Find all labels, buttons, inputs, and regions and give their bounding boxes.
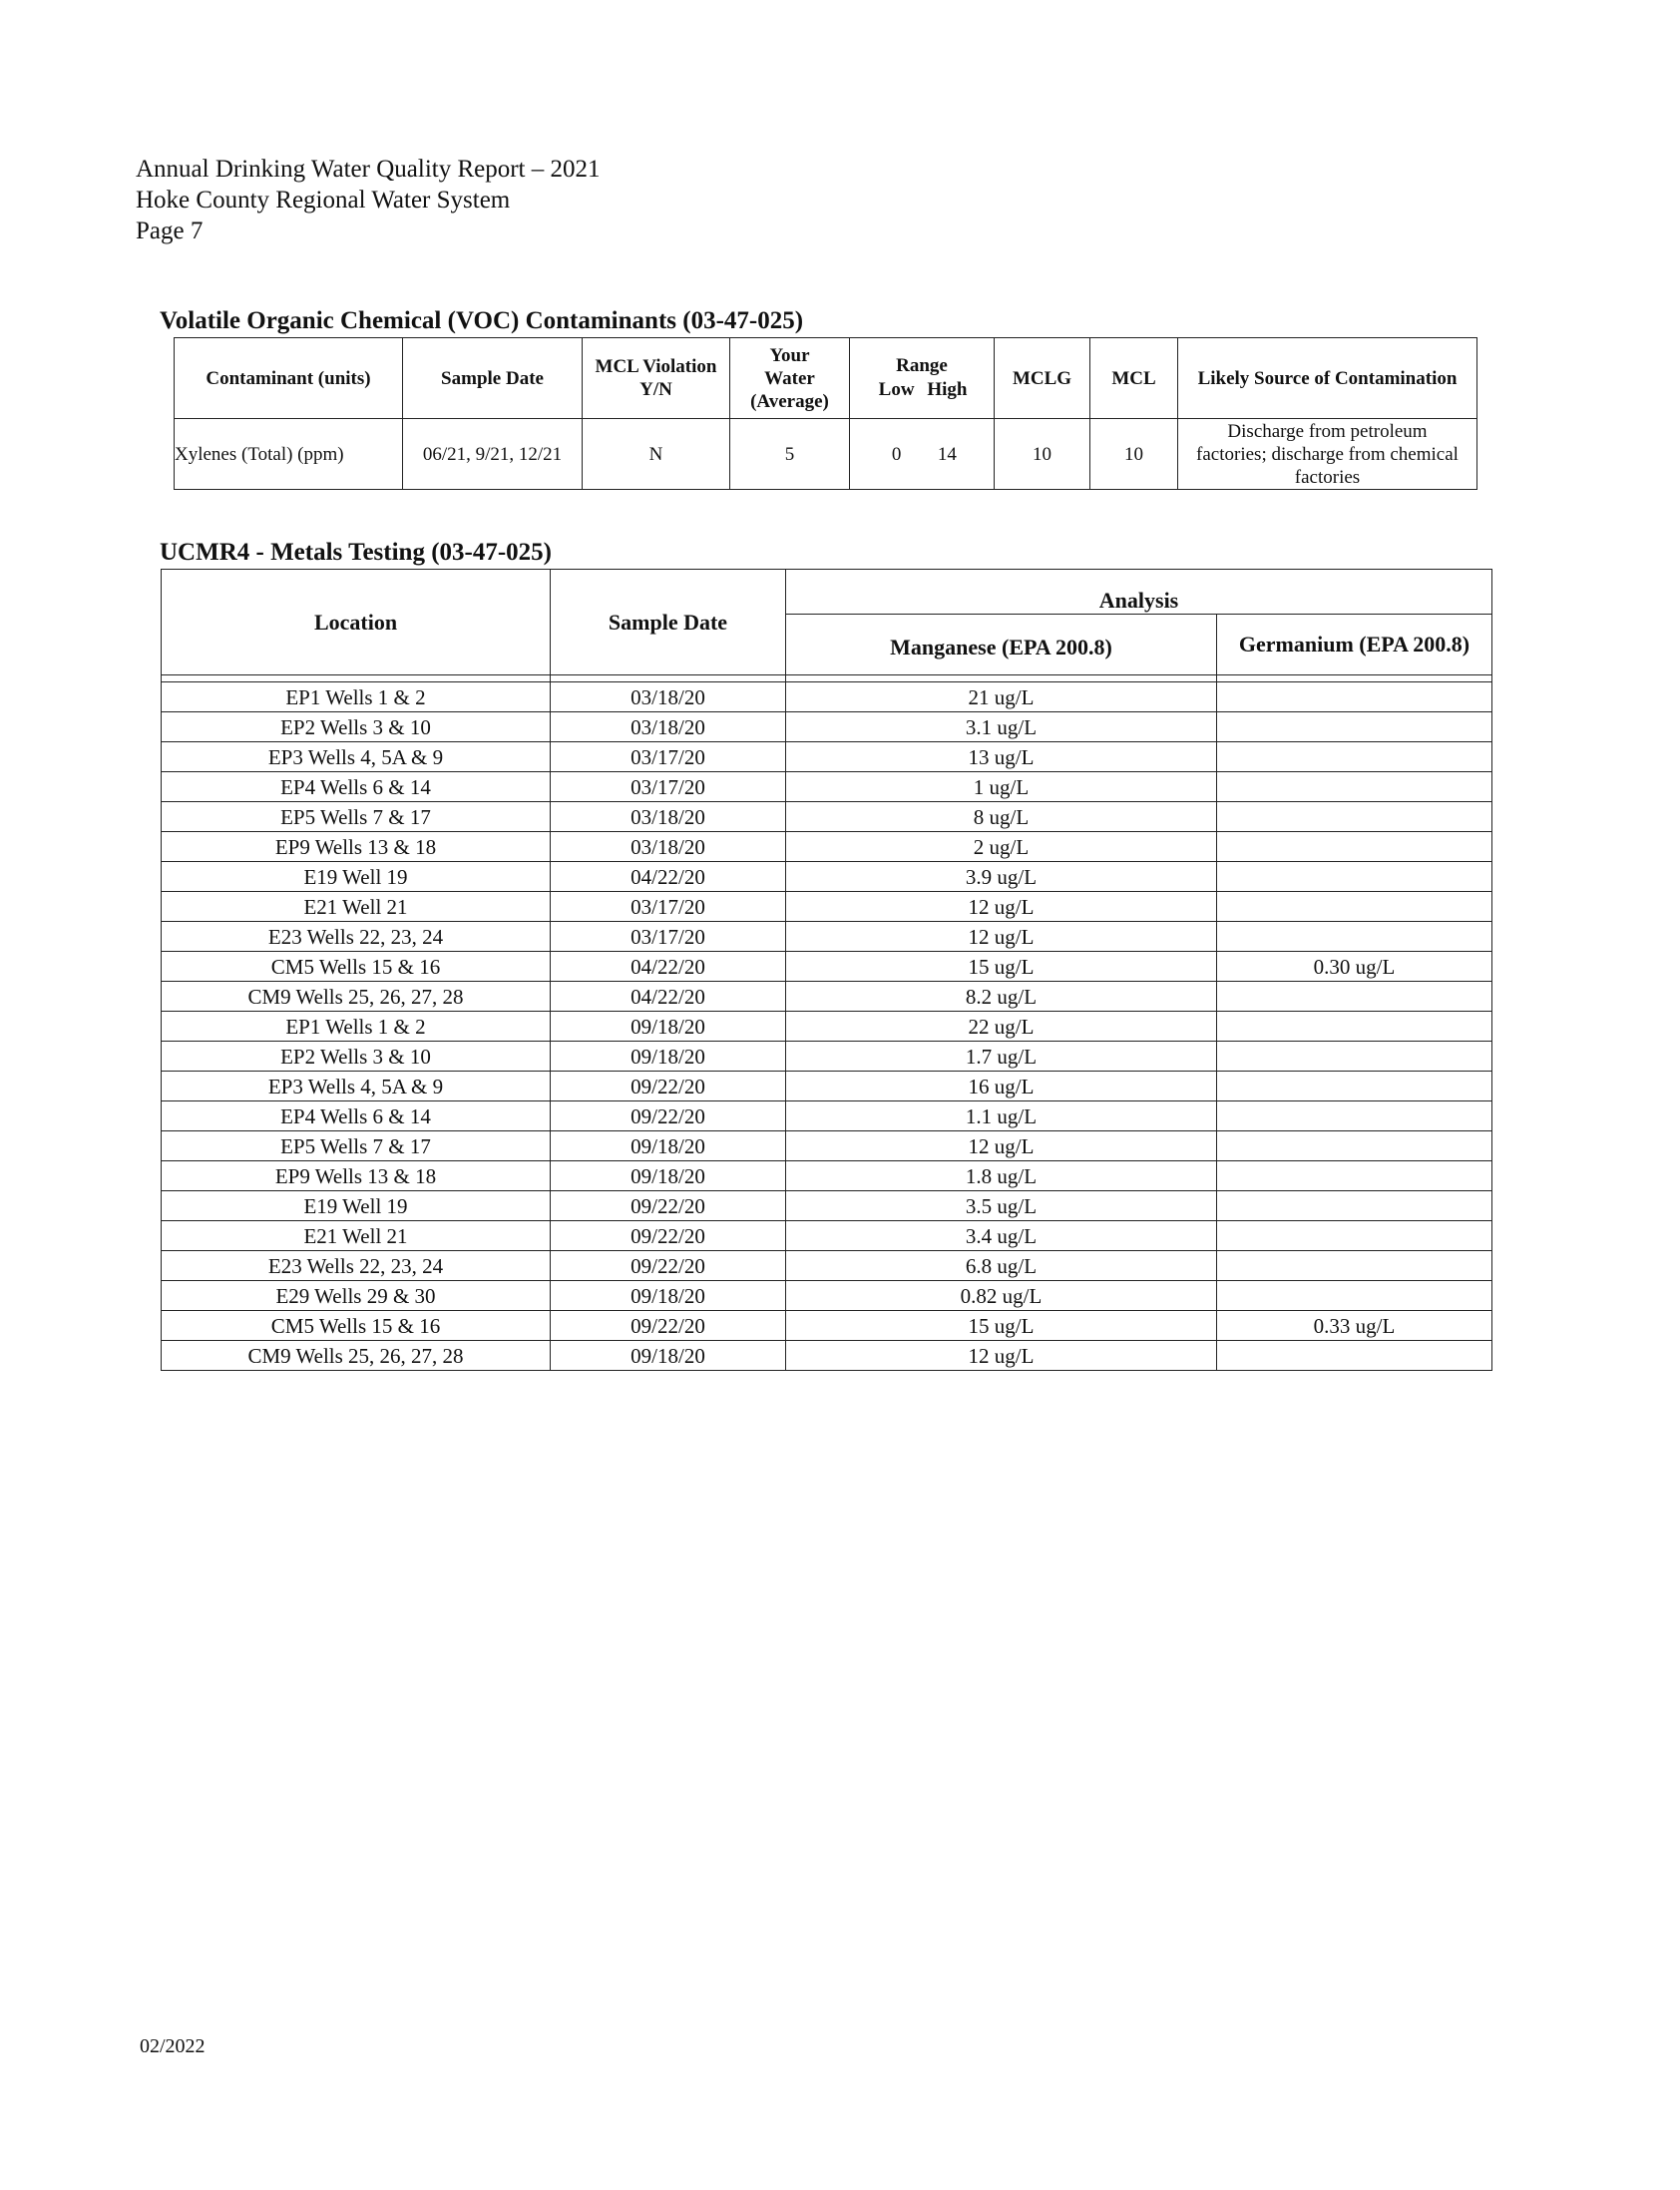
table-row: [162, 802, 1492, 832]
ucmr-cell-germanium: [1217, 1101, 1492, 1131]
ucmr-gap-cell: [162, 675, 551, 682]
ucmr-cell-date: 09/18/20: [551, 1131, 786, 1161]
ucmr-cell-location: EP1 Wells 1 & 2: [162, 682, 551, 712]
voc-cell-source-line1: Discharge from petroleum: [1227, 420, 1428, 442]
table-row: [162, 1101, 1492, 1131]
ucmr-cell-manganese: 6.8 ug/L: [786, 1251, 1217, 1281]
ucmr-cell-manganese: 15 ug/L: [786, 1311, 1217, 1341]
voc-col-your-water-line3: (Average): [750, 390, 829, 412]
ucmr-cell-location: E19 Well 19: [162, 1191, 551, 1221]
voc-col-contaminant: Contaminant (units): [175, 338, 403, 419]
ucmr-cell-germanium: [1217, 1341, 1492, 1371]
ucmr-cell-manganese: 22 ug/L: [786, 1012, 1217, 1042]
ucmr-cell-germanium: [1217, 772, 1492, 802]
voc-table: [174, 337, 1477, 490]
ucmr-cell-date: 09/22/20: [551, 1311, 786, 1341]
ucmr-cell-manganese: 12 ug/L: [786, 1341, 1217, 1371]
table-row: [162, 1221, 1492, 1251]
ucmr-cell-date: 03/17/20: [551, 772, 786, 802]
ucmr-cell-germanium: [1217, 742, 1492, 772]
ucmr-cell-germanium: [1217, 1131, 1492, 1161]
ucmr-cell-manganese: 1.8 ug/L: [786, 1161, 1217, 1191]
ucmr-col-sample-date: Sample Date: [551, 570, 786, 675]
ucmr-cell-date: 04/22/20: [551, 862, 786, 892]
table-row: [162, 982, 1492, 1012]
report-title: Annual Drinking Water Quality Report – 2021: [136, 156, 601, 183]
ucmr-cell-date: 09/18/20: [551, 1042, 786, 1072]
table-row: [162, 922, 1492, 952]
voc-header-row: [175, 338, 1477, 419]
table-row: [162, 1191, 1492, 1221]
ucmr-cell-date: 09/22/20: [551, 1221, 786, 1251]
ucmr-col-germanium: Germanium (EPA 200.8): [1217, 615, 1492, 675]
ucmr-cell-location: EP9 Wells 13 & 18: [162, 1161, 551, 1191]
ucmr-cell-date: 09/18/20: [551, 1012, 786, 1042]
ucmr-cell-manganese: 1.1 ug/L: [786, 1101, 1217, 1131]
table-row: [162, 862, 1492, 892]
ucmr-cell-date: 09/18/20: [551, 1281, 786, 1311]
table-row: [162, 832, 1492, 862]
ucmr-cell-manganese: 3.1 ug/L: [786, 712, 1217, 742]
table-row: [162, 1281, 1492, 1311]
ucmr-cell-germanium: [1217, 1251, 1492, 1281]
voc-cell-mclg: 10: [995, 419, 1090, 490]
table-row: [162, 892, 1492, 922]
table-row: [162, 1012, 1492, 1042]
voc-col-range-sub: [850, 378, 994, 402]
ucmr-cell-manganese: 3.5 ug/L: [786, 1191, 1217, 1221]
voc-col-mclg: MCLG: [995, 338, 1090, 419]
ucmr-cell-date: 09/22/20: [551, 1191, 786, 1221]
voc-col-source: Likely Source of Contamination: [1178, 338, 1477, 419]
voc-col-your-water: [730, 338, 850, 419]
ucmr-cell-germanium: [1217, 1072, 1492, 1101]
ucmr-cell-date: 09/18/20: [551, 1161, 786, 1191]
ucmr-cell-date: 09/18/20: [551, 1341, 786, 1371]
voc-cell-mcl-violation: N: [583, 419, 730, 490]
voc-cell-range-high: 14: [937, 443, 957, 465]
ucmr-cell-manganese: 8 ug/L: [786, 802, 1217, 832]
ucmr-cell-location: CM9 Wells 25, 26, 27, 28: [162, 1341, 551, 1371]
ucmr-cell-manganese: 15 ug/L: [786, 952, 1217, 982]
table-row: [162, 1251, 1492, 1281]
voc-col-mcl-violation: [583, 338, 730, 419]
ucmr-cell-date: 09/22/20: [551, 1072, 786, 1101]
ucmr-cell-location: EP5 Wells 7 & 17: [162, 802, 551, 832]
ucmr-cell-manganese: 3.4 ug/L: [786, 1221, 1217, 1251]
ucmr-cell-germanium: [1217, 1191, 1492, 1221]
ucmr-cell-germanium: [1217, 832, 1492, 862]
voc-cell-mcl: 10: [1090, 419, 1178, 490]
ucmr-cell-date: 04/22/20: [551, 952, 786, 982]
ucmr-header-row-1: [162, 570, 1492, 615]
ucmr-cell-date: 04/22/20: [551, 982, 786, 1012]
ucmr-cell-germanium: [1217, 712, 1492, 742]
voc-cell-your-water: 5: [730, 419, 850, 490]
ucmr-header-gap: [162, 675, 1492, 682]
voc-cell-contaminant: Xylenes (Total) (ppm): [175, 419, 403, 490]
ucmr-cell-date: 03/17/20: [551, 742, 786, 772]
ucmr-cell-manganese: 12 ug/L: [786, 892, 1217, 922]
ucmr-cell-manganese: 0.82 ug/L: [786, 1281, 1217, 1311]
ucmr-cell-location: E29 Wells 29 & 30: [162, 1281, 551, 1311]
ucmr-cell-manganese: 16 ug/L: [786, 1072, 1217, 1101]
ucmr-cell-location: EP3 Wells 4, 5A & 9: [162, 742, 551, 772]
ucmr-cell-date: 03/18/20: [551, 682, 786, 712]
ucmr-cell-germanium: [1217, 922, 1492, 952]
voc-col-sample-date: Sample Date: [403, 338, 583, 419]
ucmr-cell-germanium: [1217, 1221, 1492, 1251]
ucmr-cell-location: EP4 Wells 6 & 14: [162, 1101, 551, 1131]
ucmr-cell-manganese: 1.7 ug/L: [786, 1042, 1217, 1072]
voc-cell-sample-date: 06/21, 9/21, 12/21: [403, 419, 583, 490]
table-row: [162, 1042, 1492, 1072]
ucmr-cell-location: EP2 Wells 3 & 10: [162, 1042, 551, 1072]
ucmr-gap-cell: [551, 675, 786, 682]
ucmr-cell-date: 03/17/20: [551, 922, 786, 952]
ucmr-cell-location: E21 Well 21: [162, 892, 551, 922]
ucmr-cell-manganese: 13 ug/L: [786, 742, 1217, 772]
table-row: [162, 1072, 1492, 1101]
voc-col-range-high: High: [927, 379, 968, 400]
ucmr-cell-location: E23 Wells 22, 23, 24: [162, 1251, 551, 1281]
ucmr-cell-location: CM9 Wells 25, 26, 27, 28: [162, 982, 551, 1012]
ucmr-cell-germanium: [1217, 982, 1492, 1012]
ucmr-cell-germanium: [1217, 682, 1492, 712]
voc-col-your-water-line2: Water: [764, 367, 815, 389]
ucmr-gap-cell: [1217, 675, 1492, 682]
table-row: [162, 1311, 1492, 1341]
ucmr-cell-date: 09/22/20: [551, 1101, 786, 1131]
page-number: Page 7: [136, 218, 204, 244]
ucmr-cell-manganese: 12 ug/L: [786, 1131, 1217, 1161]
ucmr-cell-location: EP9 Wells 13 & 18: [162, 832, 551, 862]
table-row: [162, 742, 1492, 772]
ucmr-cell-location: CM5 Wells 15 & 16: [162, 952, 551, 982]
ucmr-cell-manganese: 3.9 ug/L: [786, 862, 1217, 892]
ucmr-cell-germanium: 0.33 ug/L: [1217, 1311, 1492, 1341]
ucmr-cell-germanium: 0.30 ug/L: [1217, 952, 1492, 982]
ucmr-cell-location: EP1 Wells 1 & 2: [162, 1012, 551, 1042]
ucmr-cell-germanium: [1217, 802, 1492, 832]
report-header: [136, 154, 601, 246]
table-row: [162, 952, 1492, 982]
ucmr-col-manganese: Manganese (EPA 200.8): [786, 615, 1217, 675]
ucmr-cell-location: EP2 Wells 3 & 10: [162, 712, 551, 742]
ucmr-cell-germanium: [1217, 1281, 1492, 1311]
ucmr-cell-location: E23 Wells 22, 23, 24: [162, 922, 551, 952]
ucmr-table-body: [162, 675, 1492, 1371]
ucmr-cell-location: E19 Well 19: [162, 862, 551, 892]
ucmr-cell-germanium: [1217, 1161, 1492, 1191]
voc-col-range-label: Range: [896, 355, 948, 376]
ucmr-col-location: Location: [162, 570, 551, 675]
table-row: [162, 1131, 1492, 1161]
ucmr-cell-manganese: 2 ug/L: [786, 832, 1217, 862]
ucmr-cell-location: EP5 Wells 7 & 17: [162, 1131, 551, 1161]
ucmr-cell-date: 09/22/20: [551, 1251, 786, 1281]
ucmr-cell-manganese: 12 ug/L: [786, 922, 1217, 952]
ucmr-cell-manganese: 1 ug/L: [786, 772, 1217, 802]
ucmr-cell-manganese: 21 ug/L: [786, 682, 1217, 712]
voc-col-mcl-violation-yn: Y/N: [639, 379, 672, 400]
voc-col-your-water-line1: Your: [769, 344, 810, 366]
ucmr-cell-date: 03/18/20: [551, 802, 786, 832]
table-row: [162, 1341, 1492, 1371]
voc-col-mcl-violation-label: MCL Violation: [595, 356, 717, 377]
system-name: Hoke County Regional Water System: [136, 187, 511, 214]
table-row: [162, 682, 1492, 712]
ucmr-section-title: UCMR4 - Metals Testing (03-47-025): [160, 539, 553, 566]
ucmr-cell-germanium: [1217, 1012, 1492, 1042]
table-row: [162, 772, 1492, 802]
ucmr-col-analysis: Analysis: [786, 570, 1492, 615]
voc-col-range-low: Low: [878, 379, 915, 400]
voc-cell-source-line2: factories; discharge from chemical: [1196, 443, 1459, 465]
ucmr-cell-manganese: 8.2 ug/L: [786, 982, 1217, 1012]
footer-date: 02/2022: [140, 2035, 206, 2057]
ucmr-cell-location: EP4 Wells 6 & 14: [162, 772, 551, 802]
ucmr-cell-germanium: [1217, 862, 1492, 892]
ucmr-cell-location: E21 Well 21: [162, 1221, 551, 1251]
voc-cell-range-low: 0: [891, 443, 902, 465]
table-row: [162, 1161, 1492, 1191]
ucmr-cell-germanium: [1217, 892, 1492, 922]
voc-col-mcl: MCL: [1090, 338, 1178, 419]
ucmr-cell-date: 03/18/20: [551, 832, 786, 862]
ucmr-cell-date: 03/18/20: [551, 712, 786, 742]
table-row: [162, 712, 1492, 742]
ucmr-gap-cell: [786, 675, 1217, 682]
voc-data-row: [175, 419, 1477, 490]
ucmr-cell-location: EP3 Wells 4, 5A & 9: [162, 1072, 551, 1101]
voc-cell-source: [1178, 419, 1477, 490]
voc-cell-source-line3: factories: [1294, 466, 1361, 488]
ucmr-cell-date: 03/17/20: [551, 892, 786, 922]
voc-col-range: [850, 338, 995, 419]
voc-section-title: Volatile Organic Chemical (VOC) Contaminants (03-47-025): [160, 307, 804, 334]
ucmr-cell-germanium: [1217, 1042, 1492, 1072]
ucmr-cell-location: CM5 Wells 15 & 16: [162, 1311, 551, 1341]
ucmr-table: [161, 569, 1492, 1371]
voc-cell-range: [850, 419, 995, 490]
